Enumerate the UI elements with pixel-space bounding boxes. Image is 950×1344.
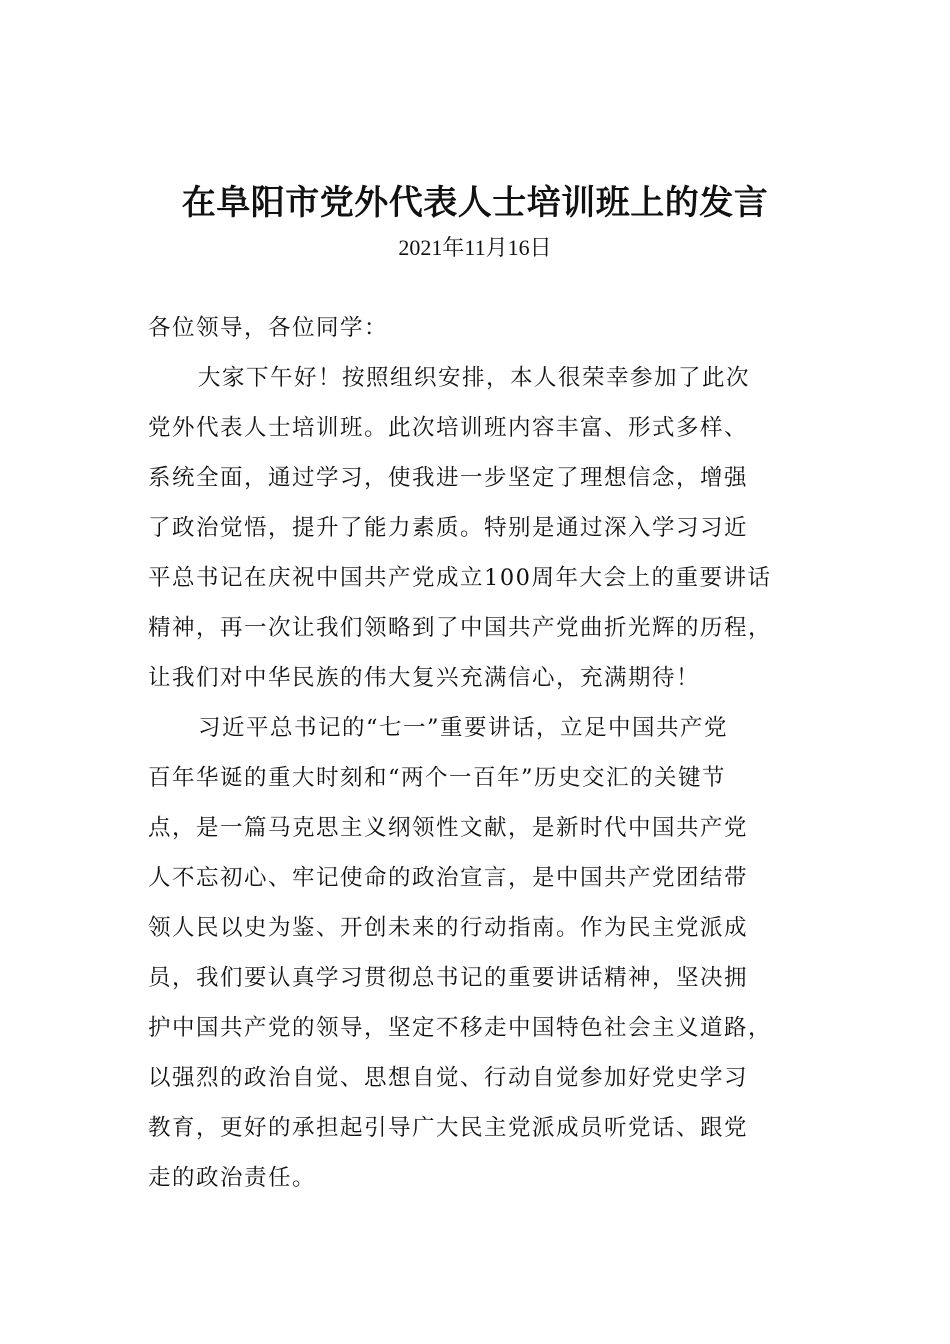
paragraph-2-line-6: 员，我们要认真学习贯彻总书记的重要讲话精神，坚决拥 — [148, 965, 749, 991]
paragraph-2-line-5: 领人民以史为鉴、开创未来的行动指南。作为民主党派成 — [148, 915, 749, 941]
paragraph-1-line-7: 让我们对中华民族的伟大复兴充满信心，充满期待！ — [148, 665, 701, 691]
salutation: 各位领导，各位同学： — [148, 315, 389, 341]
paragraph-2-line-8: 以强烈的政治自觉、思想自觉、行动自觉参加好党史学习 — [148, 1065, 749, 1091]
paragraph-2-line-1: 习近平总书记的“七一”重要讲话，立足中国共产党 — [198, 715, 729, 741]
document-date: 2021年11月16日 — [398, 235, 552, 260]
paragraph-2-line-7: 护中国共产党的领导，坚定不移走中国特色社会主义道路， — [148, 1015, 773, 1041]
paragraph-2-line-3: 点，是一篇马克思主义纲领性文献，是新时代中国共产党 — [148, 815, 749, 841]
document-title: 在阜阳市党外代表人士培训班上的发言 — [181, 183, 769, 223]
paragraph-1-line-1: 大家下午好！按照组织安排，本人很荣幸参加了此次 — [198, 365, 751, 391]
paragraph-1-line-2: 党外代表人士培训班。此次培训班内容丰富、形式多样、 — [148, 415, 749, 441]
paragraph-2-line-9: 教育，更好的承担起引导广大民主党派成员听党话、跟党 — [148, 1115, 749, 1141]
paragraph-2-line-4: 人不忘初心、牢记使命的政治宣言，是中国共产党团结带 — [148, 865, 749, 891]
document-body — [148, 303, 808, 1203]
paragraph-1-line-5: 平总书记在庆祝中国共产党成立100周年大会上的重要讲话 — [148, 565, 772, 591]
paragraph-2-line-10: 走的政治责任。 — [148, 1165, 317, 1191]
paragraph-1-line-3: 系统全面，通过学习，使我进一步坚定了理想信念，增强 — [148, 465, 749, 491]
paragraph-1-line-4: 了政治觉悟，提升了能力素质。特别是通过深入学习习近 — [148, 515, 749, 541]
paragraph-1-line-6: 精神，再一次让我们领略到了中国共产党曲折光辉的历程， — [148, 615, 773, 641]
paragraph-2-line-2: 百年华诞的重大时刻和“两个一百年”历史交汇的关键节 — [148, 765, 727, 791]
